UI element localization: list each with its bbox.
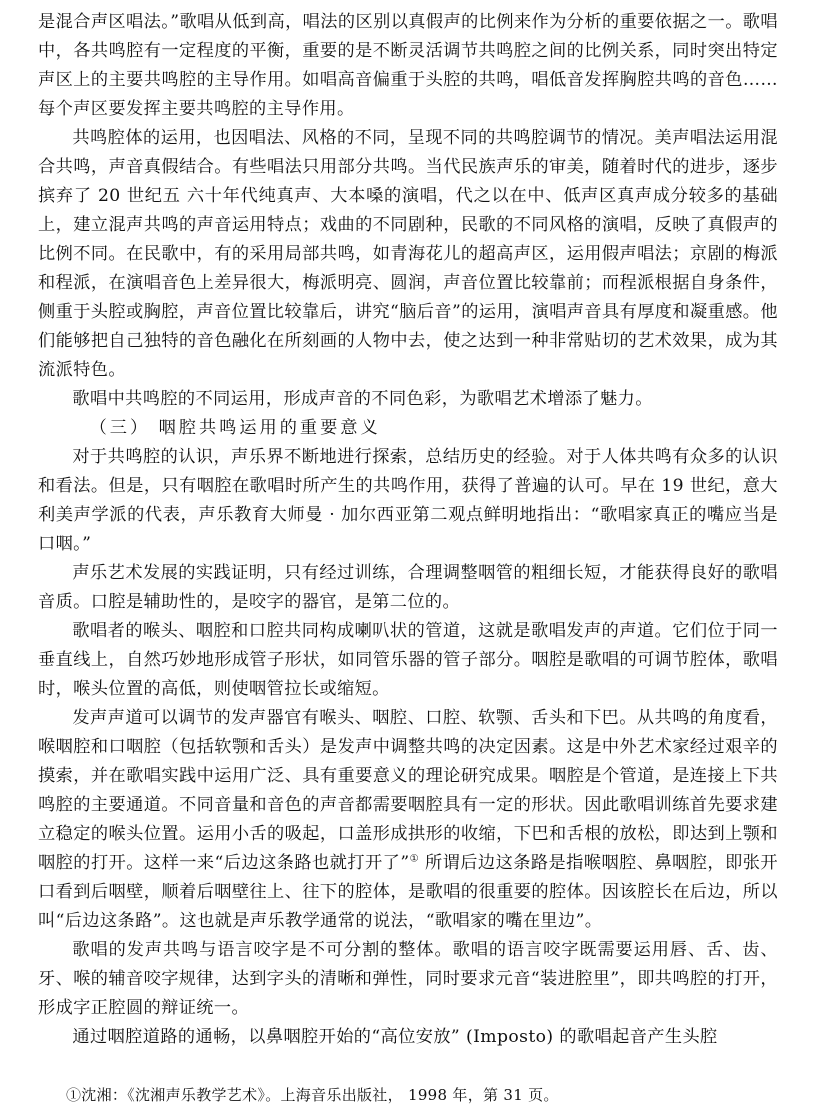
paragraph-4: 对于共鸣腔的认识，声乐界不断地进行探索，总结历史的经验。对于人体共鸣有众多的认识和看法。但是，只有咽腔在歌唱时所产生的共鸣作用，获得了普遍的认可。早在 19 世纪，意大利美声学派的代表，声乐教育大师曼 · 加尔西亚第二观点鲜明地指出：“歌唱家真正的嘴应当是口咽。” (38, 447, 778, 554)
paragraph-7 (38, 704, 778, 936)
paragraph-2: 共鸣腔体的运用，也因唱法、风格的不同，呈现不同的共鸣腔调节的情况。美声唱法运用混合共鸣，声音真假结合。有些唱法只用部分共鸣。当代民族声乐的审美，随着时代的进步，逐步摈弃了 20 世纪五 六十年代纯真声、大本嗓的演唱，代之以在中、低声区真声成分较多的基础上，建立混声共鸣的声音运用特点；戏曲的不同剧种，民歌的不同风格的演唱，反映了真假声的比例不同。在民歌中，有的采用局部共鸣，如青海花儿的超高声区，运用假声唱法；京剧的梅派和程派，在演唱音色上差异很大，梅派明亮、圆润，声音位置比较靠前；而程派根据自身条件，侧重于头腔或胸腔，声音位置比较靠后，讲究“脑后音”的运用，演唱声音具有厚度和凝重感。他们能够把自己独特的音色融化在所刻画的人物中去，使之达到一种非常贴切的艺术效果，成为其流派特色。 (38, 128, 778, 380)
paragraph-9: 通过咽腔道路的通畅，以鼻咽腔开始的“高位安放” (Imposto) 的歌唱起音产生头腔 (72, 1027, 718, 1047)
footnote: ①沈湘：《沈湘声乐教学艺术》。上海音乐出版社， 1998 年，第 31 页。 (66, 1086, 559, 1104)
document-page (38, 8, 778, 1052)
paragraph-5: 声乐艺术发展的实践证明，只有经过训练，合理调整咽管的粗细长短，才能获得良好的歌唱音质。口腔是辅助性的，是咬字的器官，是第二位的。 (38, 563, 778, 612)
section-heading: （三） 咽腔共鸣运用的重要意义 (89, 418, 381, 438)
paragraph-1: 是混合声区唱法。”歌唱从低到高，唱法的区别以真假声的比例来作为分析的重要依据之一。歌唱中，各共鸣腔有一定程度的平衡，重要的是不断灵活调节共鸣腔之间的比例关系，同时突出特定声区上的主要共鸣腔的主导作用。如唱高音偏重于头腔的共鸣，唱低音发挥胸腔共鸣的音色……每个声区要发挥主要共鸣腔的主导作用。 (38, 12, 778, 119)
footnote-marker: ① (409, 853, 420, 865)
paragraph-3: 歌唱中共鸣腔的不同运用，形成声音的不同色彩，为歌唱艺术增添了魅力。 (72, 389, 653, 409)
paragraph-8: 歌唱的发声共鸣与语言咬字是不可分割的整体。歌唱的语言咬字既需要运用唇、舌、齿、牙、喉的辅音咬字规律，达到字头的清晰和弹性，同时要求元音“装进腔里”，即共鸣腔的打开，形成字正腔圆的辩证统一。 (38, 940, 778, 1018)
paragraph-6: 歌唱者的喉头、咽腔和口腔共同构成喇叭状的管道，这就是歌唱发声的声道。它们位于同一垂直线上，自然巧妙地形成管子形状，如同管乐器的管子部分。咽腔是歌唱的可调节腔体，歌唱时，喉头位置的高低，则使咽管拉长或缩短。 (38, 621, 778, 699)
paragraph-7-part-2: 所谓后边这条路是指喉咽腔、鼻咽腔，即张开口看到后咽壁，顺着后咽壁往上、往下的腔体，是歌唱的很重要的腔体。因该腔长在后边，所以叫“后边这条路”。这也就是声乐教学通常的说法，“歌唱家的嘴在里边”。 (38, 853, 778, 931)
paragraph-7-part-1: 发声声道可以调节的发声器官有喉头、咽腔、口腔、软颚、舌头和下巴。从共鸣的角度看，喉咽腔和口咽腔（包括软颚和舌头）是发声中调整共鸣的决定因素。这是中外艺术家经过艰辛的摸索，并在歌唱实践中运用广泛、具有重要意义的理论研究成果。咽腔是个管道，是连接上下共鸣腔的主要通道。不同音量和音色的声音都需要咽腔具有一定的形状。因此歌唱训练首先要求建立稳定的喉头位置。运用小舌的吸起，口盖形成拱形的收缩，下巴和舌根的放松，即达到上颚和咽腔的打开。这样一来“后边这条路也就打开了” (38, 708, 778, 873)
